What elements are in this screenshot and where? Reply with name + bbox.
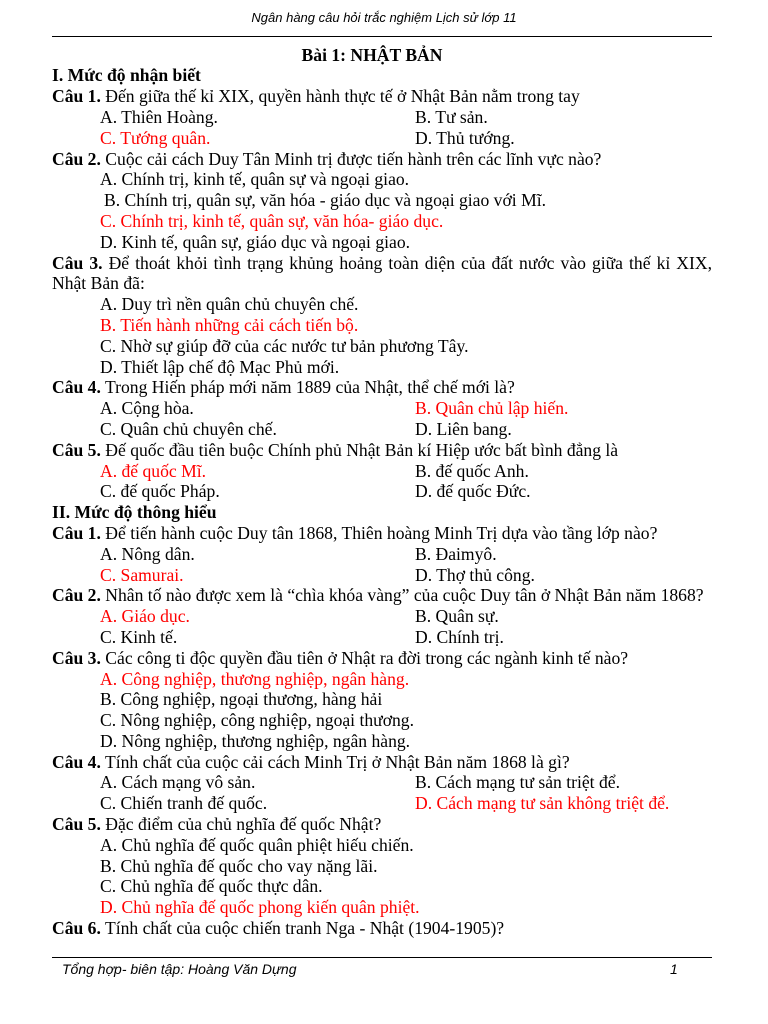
question-label: Câu 1. (52, 86, 101, 107)
option-text: D. Kinh tế, quân sự, giáo dục và ngoại giao. (100, 231, 411, 252)
option-text: A. Chính trị, kinh tế, quân sự và ngoại giao. (100, 169, 410, 190)
option-d: D. đế quốc Đức. (415, 481, 531, 502)
option-row (52, 419, 712, 440)
header-rule (52, 36, 712, 37)
question (52, 377, 712, 398)
option-text: A. Công nghiệp, thương nghiệp, ngân hàng. (100, 668, 410, 689)
option-a (52, 835, 712, 856)
question-text: Để tiến hành cuộc Duy tân 1868, Thiên hoàng Minh Trị dựa vào tầng lớp nào? (105, 522, 658, 543)
option-text: D. Nông nghiệp, thương nghiệp, ngân hàng. (100, 730, 411, 751)
footer-rule (52, 957, 712, 958)
question (52, 149, 712, 170)
question-text: Đế quốc đầu tiên buộc Chính phủ Nhật Bản kí Hiệp ước bất bình đẳng là (105, 439, 619, 460)
option-c: C. Quân chủ chuyên chế. (100, 418, 277, 439)
option-a (52, 669, 712, 690)
question (52, 814, 712, 835)
question-label: Câu 2. (52, 585, 101, 606)
option-row (52, 398, 712, 419)
option-d (52, 731, 712, 752)
option-b: B. Cách mạng tư sản triệt để. (415, 772, 620, 793)
question (52, 648, 712, 669)
question-label: Câu 4. (52, 377, 101, 398)
option-d (52, 897, 712, 918)
section-heading: II. Mức độ thông hiểu (52, 502, 217, 523)
option-text: C. Nông nghiệp, công nghiệp, ngoại thương. (100, 710, 414, 731)
option-text: B. Tiến hành những cải cách tiến bộ. (100, 314, 359, 335)
option-d: D. Liên bang. (415, 418, 512, 439)
option-row (52, 565, 712, 586)
option-c (52, 710, 712, 731)
question (52, 86, 712, 107)
option-text: A. Chủ nghĩa đế quốc quân phiệt hiếu chiến. (100, 834, 414, 855)
option-text: A. Duy trì nền quân chủ chuyên chế. (100, 294, 359, 315)
option-c (52, 876, 712, 897)
option-b (52, 689, 712, 710)
option-text: B. Chủ nghĩa đế quốc cho vay nặng lãi. (100, 855, 378, 876)
page-number: 1 (670, 961, 678, 977)
option-c: C. Kinh tế. (100, 626, 178, 647)
option-a (52, 294, 712, 315)
option-c (52, 336, 712, 357)
question-text: Đặc điểm của chủ nghĩa đế quốc Nhật? (105, 814, 382, 835)
question-text: Các công ti độc quyền đầu tiên ở Nhật ra đời trong các ngành kinh tế nào? (105, 647, 629, 668)
option-c: C. Samurai. (100, 564, 184, 585)
option-b (52, 190, 712, 211)
option-c: C. đế quốc Pháp. (100, 481, 220, 502)
option-row (52, 606, 712, 627)
option-b (52, 315, 712, 336)
option-row (52, 544, 712, 565)
option-d: D. Chính trị. (415, 626, 504, 647)
question-text: Tính chất của cuộc cải cách Minh Trị ở Nhật Bản năm 1868 là gì? (104, 751, 570, 772)
option-b: B. Đaimyô. (415, 543, 497, 564)
question-text: Trong Hiến pháp mới năm 1889 của Nhật, thể chế mới là? (104, 377, 515, 398)
page-header: Ngân hàng câu hỏi trắc nghiệm Lịch sử lớp 11 (251, 10, 517, 25)
option-text: B. Công nghiệp, ngoại thương, hàng hải (100, 689, 383, 710)
lesson-title: Bài 1: NHẬT BẢN (301, 44, 443, 65)
question-text: Nhân tố nào được xem là “chìa khóa vàng” của cuộc Duy tân ở Nhật Bản năm 1868? (105, 585, 704, 606)
option-d: D. Thợ thủ công. (415, 564, 535, 585)
document-body (52, 45, 712, 939)
question-label: Câu 5. (52, 814, 101, 835)
option-b: B. Quân chủ lập hiến. (415, 398, 569, 419)
question (52, 752, 712, 773)
option-text: C. Chủ nghĩa đế quốc thực dân. (100, 876, 323, 897)
footer-credit: Tổng hợp- biên tập: Hoàng Văn Dựng (62, 961, 297, 977)
option-row (52, 627, 712, 648)
option-text: B. Chính trị, quân sự, văn hóa - giáo dục và ngoại giao với Mĩ. (104, 190, 546, 211)
option-c (52, 211, 712, 232)
question-label: Câu 3. (52, 647, 101, 668)
section-heading: I. Mức độ nhận biết (52, 65, 201, 86)
option-d: D. Cách mạng tư sản không triệt để. (415, 793, 670, 814)
option-text: D. Thiết lập chế độ Mạc Phủ mới. (100, 356, 340, 377)
question-text: Tính chất của cuộc chiến tranh Nga - Nhật (1904-1905)? (104, 918, 505, 939)
question (52, 918, 712, 939)
question-label: Câu 6. (52, 918, 101, 939)
option-d (52, 232, 712, 253)
question-label: Câu 5. (52, 439, 101, 460)
option-b (52, 856, 712, 877)
option-c: C. Tướng quân. (100, 127, 211, 148)
option-a: A. Cách mạng vô sản. (100, 772, 256, 793)
question-text: Đến giữa thế kỉ XIX, quyền hành thực tế ở Nhật Bản nằm trong tay (105, 86, 580, 107)
option-a: A. đế quốc Mĩ. (100, 460, 207, 481)
option-row (52, 481, 712, 502)
question (52, 253, 712, 295)
option-d: D. Thủ tướng. (415, 127, 515, 148)
option-b: B. Tư sản. (415, 106, 488, 127)
option-c: C. Chiến tranh đế quốc. (100, 793, 268, 814)
question-text: Để thoát khỏi tình trạng khủng hoảng toàn diện của đất nước vào giữa thế kỉ XIX, Nhật Bản đã: (52, 252, 712, 294)
option-row (52, 793, 712, 814)
option-text: C. Nhờ sự giúp đỡ của các nước tư bản phương Tây. (100, 335, 469, 356)
question-label: Câu 3. (52, 252, 103, 273)
question-label: Câu 4. (52, 751, 101, 772)
question (52, 585, 712, 606)
option-a (52, 169, 712, 190)
option-b: B. đế quốc Anh. (415, 460, 529, 481)
question-label: Câu 1. (52, 522, 101, 543)
question (52, 440, 712, 461)
option-text: D. Chủ nghĩa đế quốc phong kiến quân phiệt. (100, 897, 420, 918)
option-a: A. Nông dân. (100, 543, 195, 564)
option-row (52, 461, 712, 482)
option-a: A. Thiên Hoàng. (100, 106, 218, 127)
option-text: C. Chính trị, kinh tế, quân sự, văn hóa- giáo dục. (100, 210, 444, 231)
question (52, 523, 712, 544)
option-row (52, 107, 712, 128)
option-d (52, 357, 712, 378)
option-a: A. Cộng hòa. (100, 398, 194, 419)
option-row (52, 128, 712, 149)
question-text: Cuộc cải cách Duy Tân Minh trị được tiến hành trên các lĩnh vực nào? (105, 148, 602, 169)
option-a: A. Giáo dục. (100, 606, 190, 627)
option-row (52, 772, 712, 793)
question-label: Câu 2. (52, 148, 101, 169)
option-b: B. Quân sự. (415, 606, 499, 627)
